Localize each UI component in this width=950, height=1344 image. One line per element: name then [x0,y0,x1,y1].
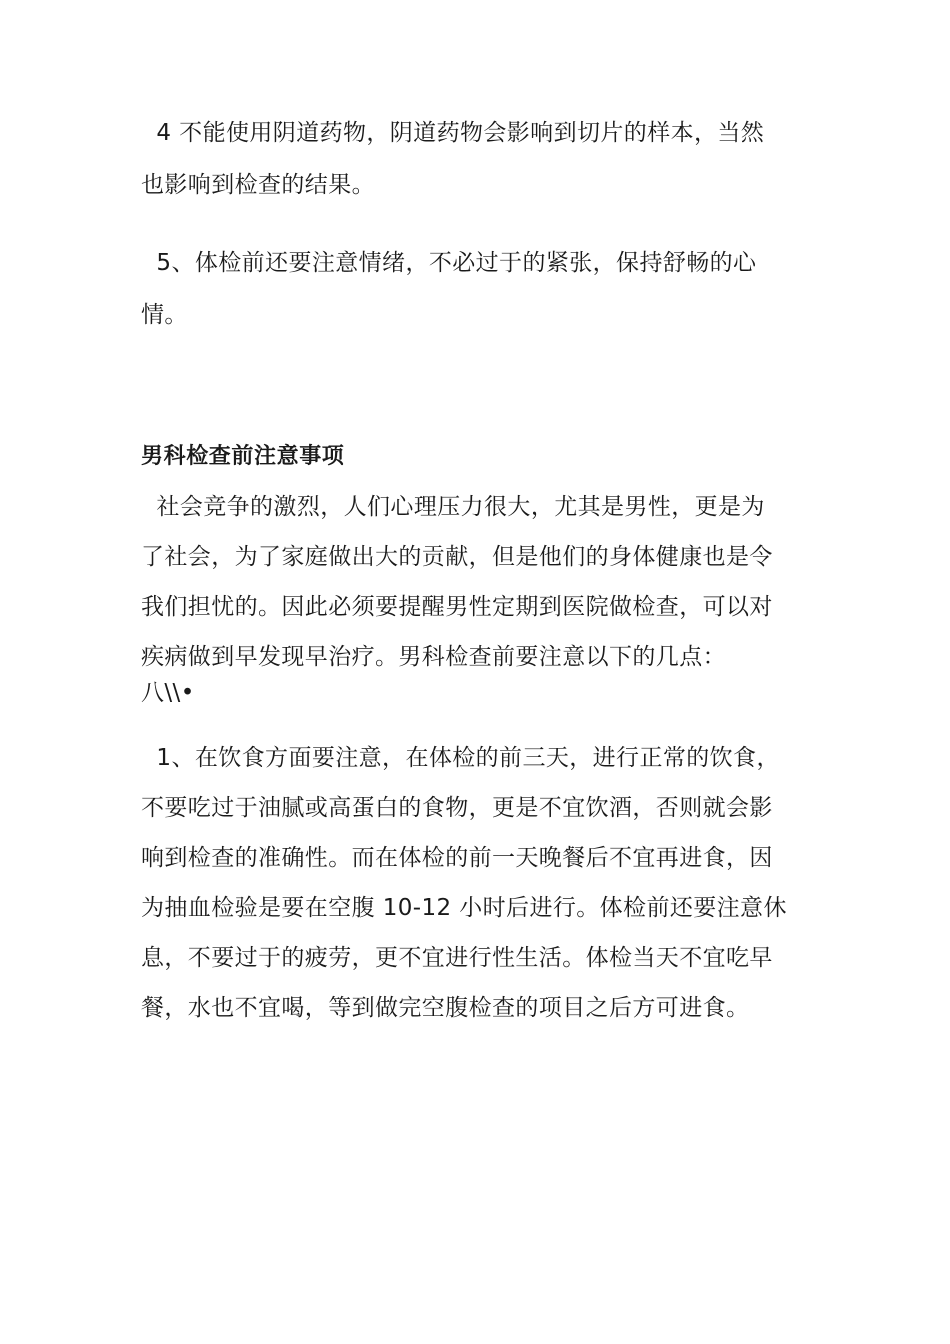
paragraph-1-line-3: 响到检查的准确性。而在体检的前一天晚餐后不宜再进食，因 [141,845,773,871]
paragraph-1-line-1: 1、在饮食方面要注意，在体检的前三天，进行正常的饮食， [141,745,780,771]
intro-line-3: 我们担忧的。因此必须要提醒男性定期到医院做检查，可以对 [141,594,773,620]
paragraph-1-line-4: 为抽血检验是要在空腹 10-12 小时后进行。体检前还要注意休 [141,895,787,921]
section-heading: 男科检查前注意事项 [141,444,345,469]
paragraph-1-line-6: 餐，水也不宜喝，等到做完空腹检查的项目之后方可进食。 [141,995,750,1021]
paragraph-1-line-5: 息，不要过于的疲劳，更不宜进行性生活。体检当天不宜吃早 [141,945,773,971]
paragraph-5-line-2: 情。 [141,302,188,328]
paragraph-1-line-2: 不要吃过于油腻或高蛋白的食物，更是不宜饮酒，否则就会影 [141,795,773,821]
intro-line-4: 疾病做到早发现早治疗。男科检查前要注意以下的几点： [141,644,726,670]
paragraph-5-line-1: 5、体检前还要注意情绪，不必过于的紧张，保持舒畅的心 [141,250,757,276]
paragraph-4-line-2: 也影响到检查的结果。 [141,172,375,198]
intro-line-1: 社会竞争的激烈，人们心理压力很大，尤其是男性，更是为 [141,494,765,520]
intro-line-5: 八\\• [141,680,195,706]
paragraph-4-line-1: 4 不能使用阴道药物，阴道药物会影响到切片的样本，当然 [141,120,765,146]
intro-line-2: 了社会，为了家庭做出大的贡献，但是他们的身体健康也是令 [141,544,773,570]
